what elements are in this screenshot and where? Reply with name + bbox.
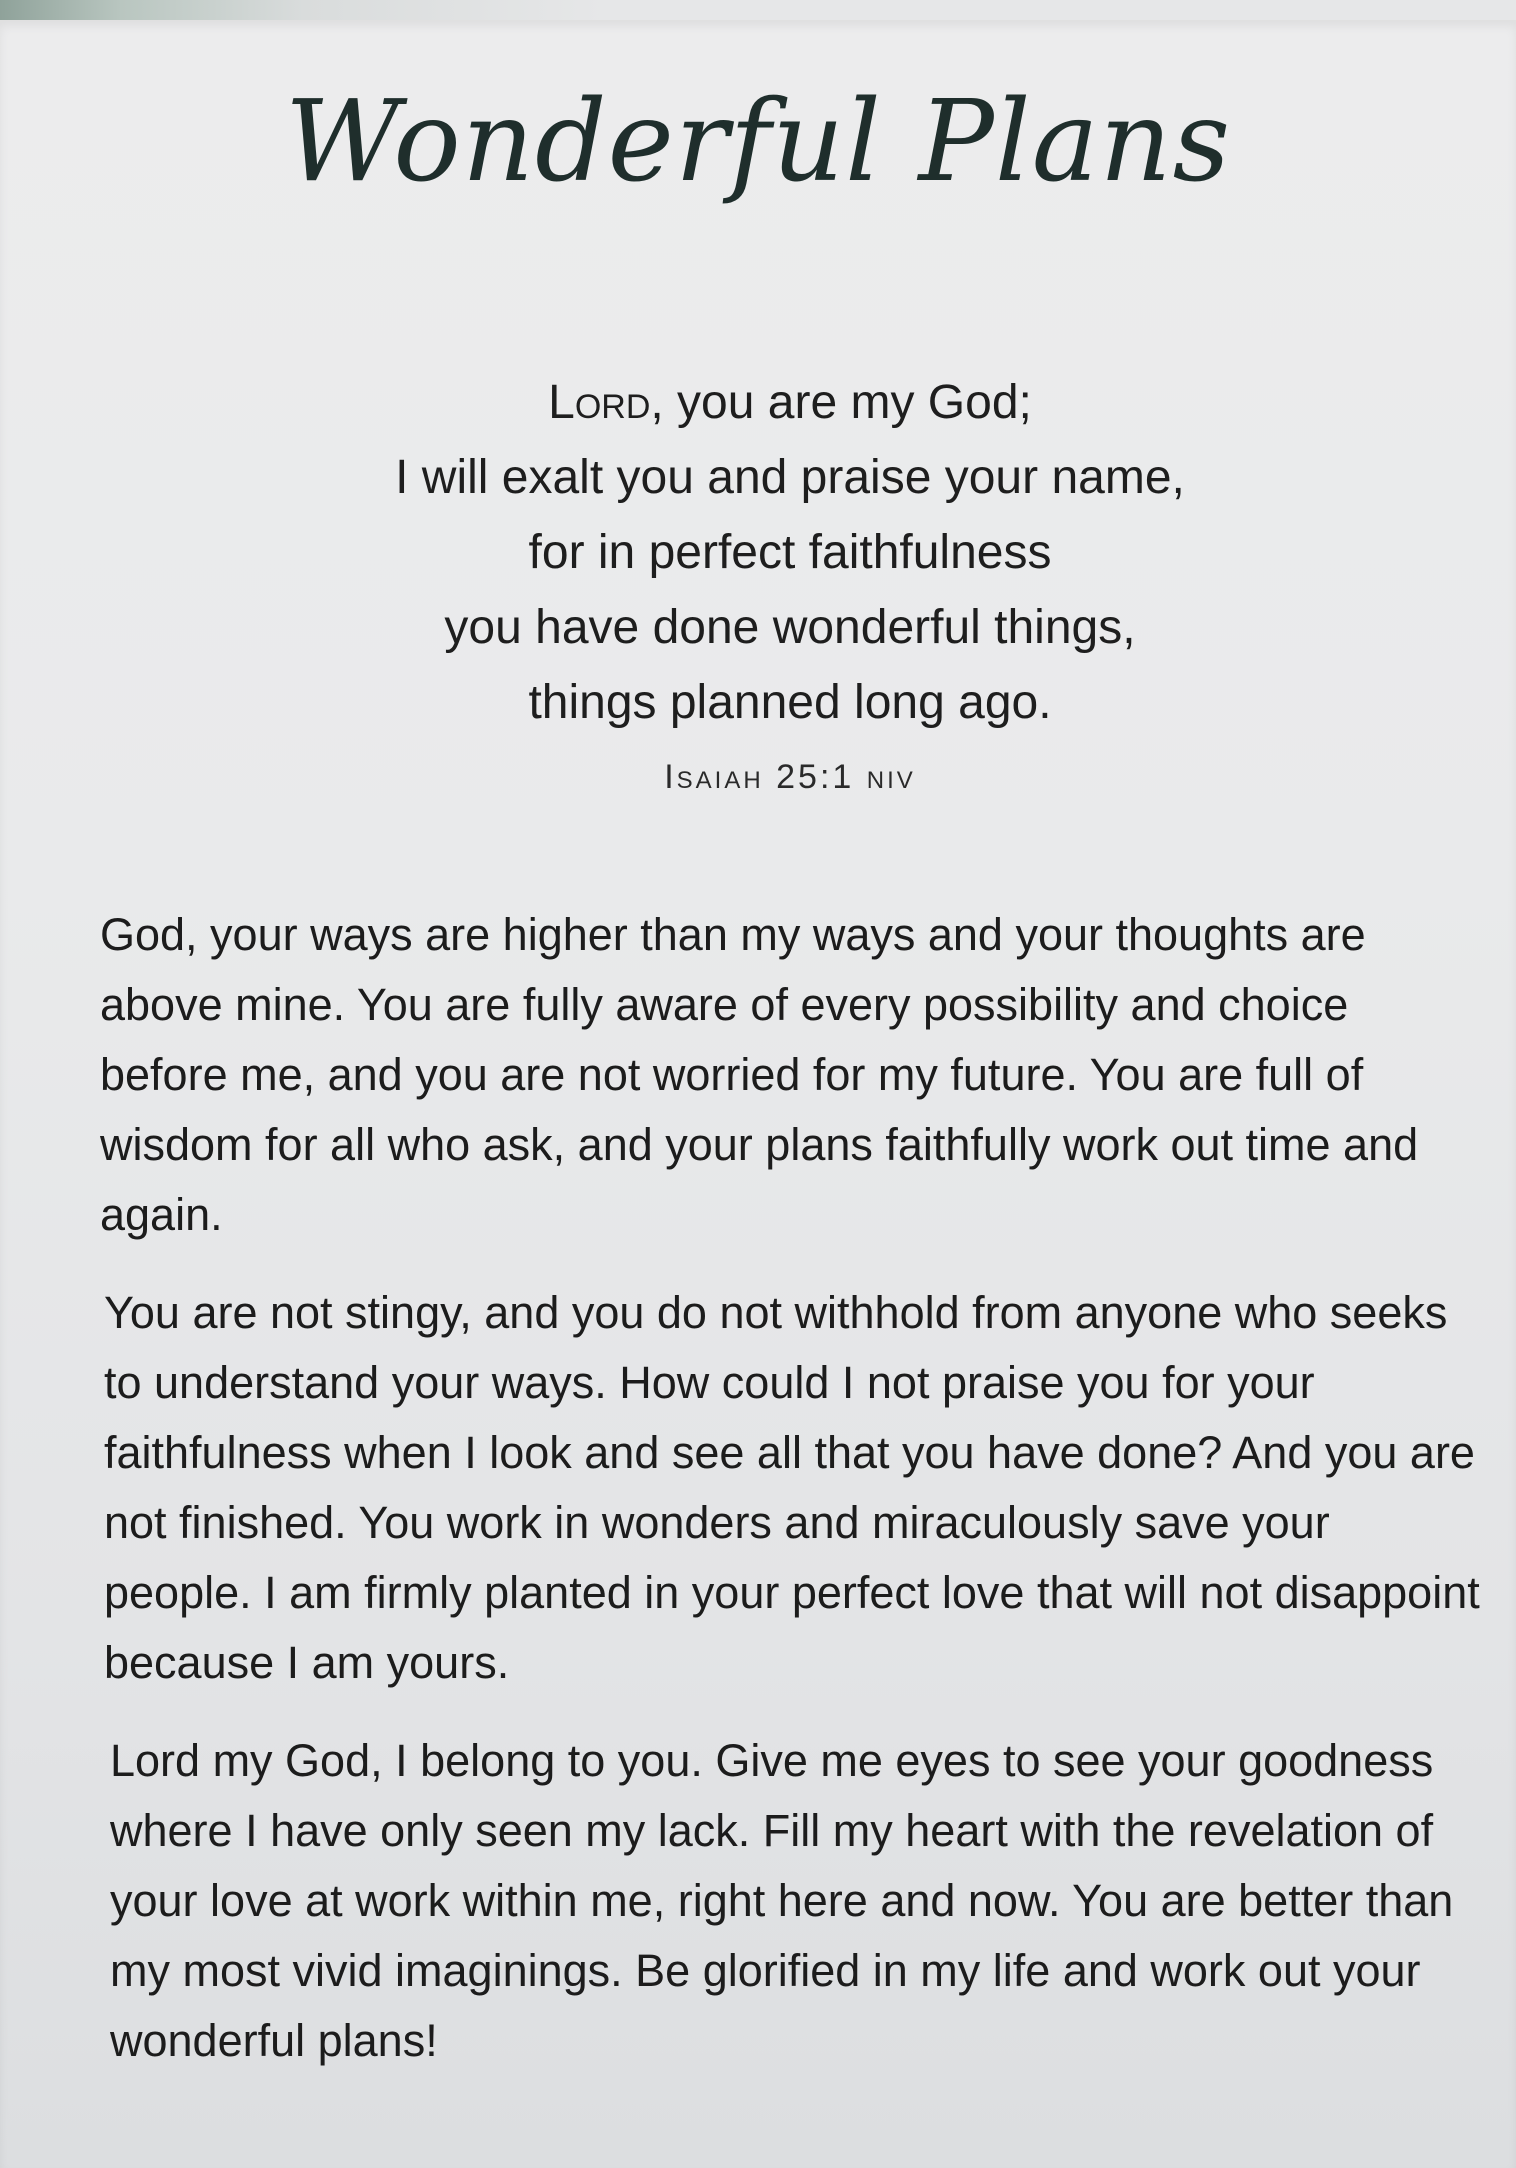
book-page <box>0 20 1516 2168</box>
verse-line-4: you have done wonderful things, <box>444 601 1136 654</box>
verse-lord-smallcaps: Lord <box>548 376 651 429</box>
paragraph-2: You are not stingy, and you do not withhold from anyone who seeks to understand your ways. How could I not praise you for your faithfulness when I look and see all that you have done? And you are not finished. You work in wonders and miraculously save your people. I am firmly planted in your perfect love that will not disappoint because I am yours. <box>104 1287 1480 1688</box>
verse-line-3: for in perfect faithfulness <box>528 526 1052 579</box>
verse-line-2: I will exalt you and praise your name, <box>395 451 1185 504</box>
paragraph-1: God, your ways are higher than my ways and your thoughts are above mine. You are fully aware of every possibility and choice before me, and you are not worried for my future. You are full of wisdom for all who ask, and your plans faithfully work out time and again. <box>100 909 1419 1240</box>
verse-line-5: things planned long ago. <box>528 676 1052 729</box>
scripture-verse <box>0 365 1516 740</box>
prayer-body <box>100 900 1480 2104</box>
verse-line-1 <box>0 365 1516 440</box>
verse-reference: Isaiah 25:1 niv <box>664 758 916 796</box>
paragraph-3: Lord my God, I belong to you. Give me eyes to see your goodness where I have only seen my lack. Fill my heart with the revelation of your love at work within me, right here and now. You are better than my most vivid imaginings. Be glorified in my life and work out your wonderful plans! <box>110 1735 1454 2066</box>
page-title: Wonderful Plans <box>284 77 1232 207</box>
verse-line-1-rest: , you are my God; <box>650 376 1032 429</box>
